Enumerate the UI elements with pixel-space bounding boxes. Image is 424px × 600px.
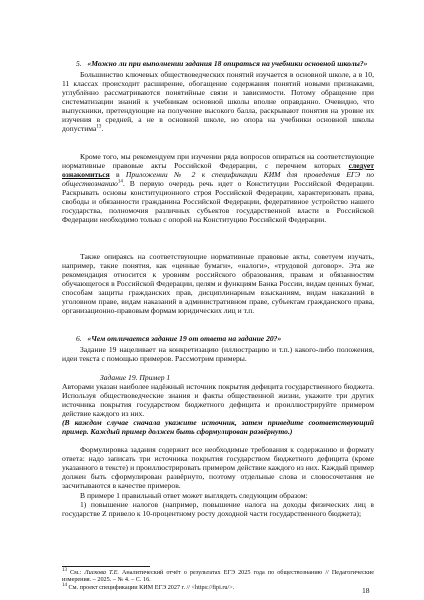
question-6-text: «Чем отличается задание 19 от ответа на задание 20?» bbox=[87, 334, 282, 343]
question-5 bbox=[76, 59, 374, 68]
answer-item-1-text: 1) повышение налогов (например, повышение налога на доходы физических лиц в государстве Z привело к 10-процентному росту доходной части государственного бюджета); bbox=[62, 500, 374, 519]
paragraph-2-text-e: . В первую очередь речь идет о Конституции Российской Федерации. Раскрывать основы конституционного строя Российской Федерации, характеризовать права, свободы и обязанности гражданина Российской Федерации, федеративное устройство нашего государства, полномочия различных субъектов государственной власти в Российской Федерации необходимо только с опорой на Конституцию Российской Федерации. bbox=[62, 179, 374, 225]
question-5-text: «Можно ли при выполнении задания 18 опираться на учебники основной школы?» bbox=[87, 59, 368, 68]
task-text bbox=[62, 382, 374, 418]
footnote-14-number: 14 bbox=[62, 582, 67, 588]
footnote-divider bbox=[62, 566, 150, 567]
task-instruction bbox=[62, 418, 374, 436]
paragraph-7-text: Формулировка задания содержит все необходимые требования к содержанию и формату ответа: надо записать три источника покрытия государством бюджетного дефицита (кроме указанного в тексте) и проиллюстрировать примером действие каждого из них. Каждый пример должен быть сформулирован развёрнуто, поэтому отдельные слова и словосочетания не засчитываются в качестве примеров. bbox=[62, 445, 374, 491]
footnote-14 bbox=[62, 584, 374, 591]
paragraph-3-text: Также опираясь на соответствующие нормативные правовые акты, советуем изучать, например, такие понятия, как «ценные бумаги», «налоги», «трудовой договор». Эта же рекомендация относится к уровням российского образования, правам и обязанностям обучающегося в Российской Федерации, целям и функциям Банка России, видам ценных бумаг, способам защиты гражданских прав, дисциплинарным взысканиям, видам наказаний в уголовном праве, видам наказаний в административном праве, субъектам гражданского права, организационно-правовым формам юридических лиц и т.п. bbox=[62, 252, 374, 316]
footnote-13-text: Аналитический отчёт о результатах ЕГЭ 2025 года по обществознанию // Педагогические измерения. – 2025. – № 4. – С. 16. bbox=[62, 569, 374, 584]
paragraph-3 bbox=[62, 252, 374, 315]
appendix-reference: Приложении № 2 к спецификации КИМ для проведения ЕГЭ по обществознанию bbox=[62, 170, 374, 189]
question-6 bbox=[76, 334, 374, 343]
page-number: 18 bbox=[362, 586, 370, 595]
paragraph-8-text: В примере 1 правильный ответ может выглядеть следующим образом: bbox=[80, 491, 308, 500]
paragraph-7 bbox=[62, 445, 374, 490]
emphasis-should-familiarize: следует ознакомиться bbox=[62, 161, 374, 180]
paragraph-8 bbox=[62, 491, 374, 500]
paragraph-2-text-c: в bbox=[109, 170, 126, 180]
footnote-13-prefix: См.: bbox=[67, 569, 85, 576]
paragraph-4-text: Задание 19 нацеливает на конкретизацию (иллюстрацию и т.п.) какого-либо положения, идеи текста с помощью примеров. Рассмотрим примеры. bbox=[62, 345, 374, 364]
paragraph-2-text-a: Кроме того, мы рекомендуем при изучении ряда вопросов опираться на соответствующие нормативные правовые акты Российской Федерации, с перечнем которых bbox=[62, 152, 374, 171]
paragraph-1-text: Большинство ключевых обществоведческих понятий изучается в основной школе, а в 10, 11 классах происходит расширение, обогащение содержания понятий новыми признаками, углублённо рассматриваются понятийные связи и зависимости. Потому обращение при систематизации знаний к учебникам основной школы вполне оправданно. Очевидно, что выпускники, претендующие на получение высокого балла, раскрывают понятия на уровне их изучения в средней, а не в основной школе, но опора на учебники основной школы допустима bbox=[62, 70, 374, 134]
paragraph-1 bbox=[62, 70, 374, 133]
paragraph-4 bbox=[62, 345, 374, 363]
paragraph-2 bbox=[62, 152, 374, 224]
example-header: Задание 19. Пример 1 bbox=[100, 373, 171, 382]
footnote-ref-13[interactable]: 13 bbox=[96, 124, 102, 130]
footnote-14-text[interactable]: См. проект спецификации КИМ ЕГЭ 2027 г. // <https://fipi.ru/>. bbox=[67, 584, 235, 591]
footnote-13-author: Лискова Т.Е. bbox=[84, 569, 119, 576]
task-instruction-text: (В каждом случае сначала укажите источник, затем приведите соответствующий пример. Каждый пример должен быть сформулирован развёрнуто.) bbox=[62, 418, 374, 437]
footnote-ref-14[interactable]: 14 bbox=[117, 179, 123, 185]
question-5-number: 5. bbox=[76, 59, 82, 68]
answer-item-1 bbox=[62, 500, 374, 518]
question-6-number: 6. bbox=[76, 334, 82, 343]
footnote-13 bbox=[62, 569, 374, 584]
paragraph-1-end: . bbox=[101, 124, 104, 134]
footnote-13-number: 13 bbox=[62, 567, 67, 573]
task-text-body: Авторами указан наиболее надёжный источник покрытия дефицита государственного бюджета. Используя обществоведческие знания и факты общественной жизни, укажите три других источника покрытия государством бюджетного дефицита и проиллюстрируйте примером действие каждого из них. bbox=[62, 382, 374, 419]
